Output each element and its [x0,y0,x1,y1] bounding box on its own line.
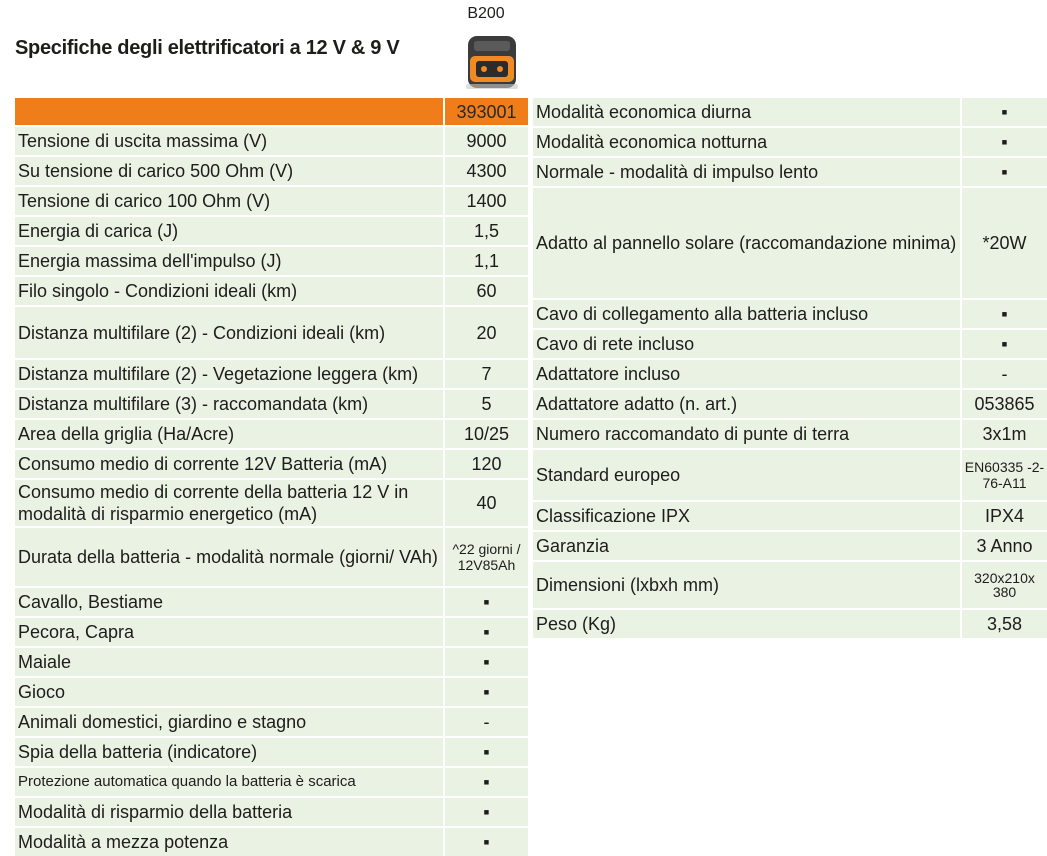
spec-value: - [445,708,528,736]
table-row [15,360,528,388]
table-row [15,157,528,185]
table-row [533,158,1047,186]
table-row [533,128,1047,156]
spec-value: 10/25 [445,420,528,448]
spec-label: Consumo medio di corrente 12V Batteria (mA) [15,450,443,478]
header-label-cell [15,98,443,125]
table-row [15,678,528,706]
table-row [15,828,528,856]
table-row [533,300,1047,328]
spec-label: Tensione di uscita massima (V) [15,127,443,155]
spec-value: 5 [445,390,528,418]
spec-label: Gioco [15,678,443,706]
spec-value: EN60335 -2-76-A11 [962,450,1047,500]
spec-value: 320x210x 380 [962,562,1047,608]
table-row [15,307,528,358]
spec-label: Cavo di rete incluso [533,330,960,358]
table-row [15,588,528,616]
table-row [15,618,528,646]
spec-value: ▪ [445,588,528,616]
spec-label: Pecora, Capra [15,618,443,646]
spec-label: Animali domestici, giardino e stagno [15,708,443,736]
table-row [15,708,528,736]
table-row [15,528,528,586]
spec-value: 9000 [445,127,528,155]
spec-value: 40 [445,480,528,526]
spec-value: 7 [445,360,528,388]
spec-value: 60 [445,277,528,305]
table-row [533,360,1047,388]
table-row [15,420,528,448]
table-row [533,562,1047,608]
spec-label: Distanza multifilare (3) - raccomandata (km) [15,390,443,418]
spec-label: Modalità economica diurna [533,98,960,126]
table-row [533,420,1047,448]
spec-value: ▪ [445,798,528,826]
spec-label: Normale - modalità di impulso lento [533,158,960,186]
spec-label: Tensione di carico 100 Ohm (V) [15,187,443,215]
table-row [533,502,1047,530]
spec-value: ▪ [445,648,528,676]
spec-label: Garanzia [533,532,960,560]
spec-label: Durata della batteria - modalità normale (giorni/ VAh) [15,528,443,586]
spec-label: Distanza multifilare (2) - Condizioni ideali (km) [15,307,443,358]
spec-label: Classificazione IPX [533,502,960,530]
table-row [15,217,528,245]
spec-label: Adattatore adatto (n. art.) [533,390,960,418]
spec-label: Cavallo, Bestiame [15,588,443,616]
spec-value: ▪ [962,330,1047,358]
spec-label: Su tensione di carico 500 Ohm (V) [15,157,443,185]
spec-value: - [962,360,1047,388]
spec-value: *20W [962,188,1047,298]
table-row [15,187,528,215]
spec-value: ▪ [445,618,528,646]
spec-value: ▪ [445,828,528,856]
spec-value: 053865 [962,390,1047,418]
spec-label: Energia di carica (J) [15,217,443,245]
table-row [15,247,528,275]
spec-value: 20 [445,307,528,358]
spec-label: Distanza multifilare (2) - Vegetazione leggera (km) [15,360,443,388]
table-row [533,330,1047,358]
spec-label: Modalità di risparmio della batteria [15,798,443,826]
spec-label: Cavo di collegamento alla batteria incluso [533,300,960,328]
table-row [15,798,528,826]
spec-value: IPX4 [962,502,1047,530]
spec-value: 4300 [445,157,528,185]
table-row [15,450,528,478]
spec-value: ▪ [445,738,528,766]
spec-value: ^22 giorni / 12V85Ah [445,528,528,586]
table-row [533,450,1047,500]
table-row [533,98,1047,126]
spec-label: Filo singolo - Condizioni ideali (km) [15,277,443,305]
spec-label: Spia della batteria (indicatore) [15,738,443,766]
spec-label: Modalità a mezza potenza [15,828,443,856]
table-row [533,532,1047,560]
table-row [15,648,528,676]
spec-value: ▪ [962,98,1047,126]
spec-label: Protezione automatica quando la batteria è scarica [15,768,443,796]
spec-value: 3 Anno [962,532,1047,560]
table-row [533,390,1047,418]
specs-table-right [533,98,1047,638]
spec-label: Dimensioni (lxbxh mm) [533,562,960,608]
spec-label: Area della griglia (Ha/Acre) [15,420,443,448]
article-number: 393001 [445,98,528,125]
spec-label: Standard europeo [533,450,960,500]
table-row [15,738,528,766]
page-title: Specifiche degli elettrificatori a 12 V & 9 V [15,37,400,59]
product-name: B200 [467,5,505,22]
spec-value: 1,5 [445,217,528,245]
table-row [15,390,528,418]
spec-label: Peso (Kg) [533,610,960,638]
spec-label: Modalità economica notturna [533,128,960,156]
table-row [15,768,528,796]
spec-label: Adattatore incluso [533,360,960,388]
table-row [15,277,528,305]
spec-label: Adatto al pannello solare (raccomandazione minima) [533,188,960,298]
table-row [533,188,1047,298]
spec-value: ▪ [962,300,1047,328]
table-row [533,610,1047,638]
table-row [15,480,528,526]
spec-label: Maiale [15,648,443,676]
specs-table-left [15,98,528,856]
spec-label: Energia massima dell'impulso (J) [15,247,443,275]
spec-value: ▪ [445,678,528,706]
spec-value: 1400 [445,187,528,215]
spec-label: Consumo medio di corrente della batteria 12 V in modalità di risparmio energetico (mA) [15,480,443,526]
spec-label: Numero raccomandato di punte di terra [533,420,960,448]
table-header-row [15,98,528,125]
spec-value: ▪ [962,128,1047,156]
spec-value: ▪ [445,768,528,796]
spec-value: 3x1m [962,420,1047,448]
spec-value: 1,1 [445,247,528,275]
energiser-product-image [462,32,522,92]
spec-value: 120 [445,450,528,478]
spec-value: ▪ [962,158,1047,186]
table-row [15,127,528,155]
spec-value: 3,58 [962,610,1047,638]
